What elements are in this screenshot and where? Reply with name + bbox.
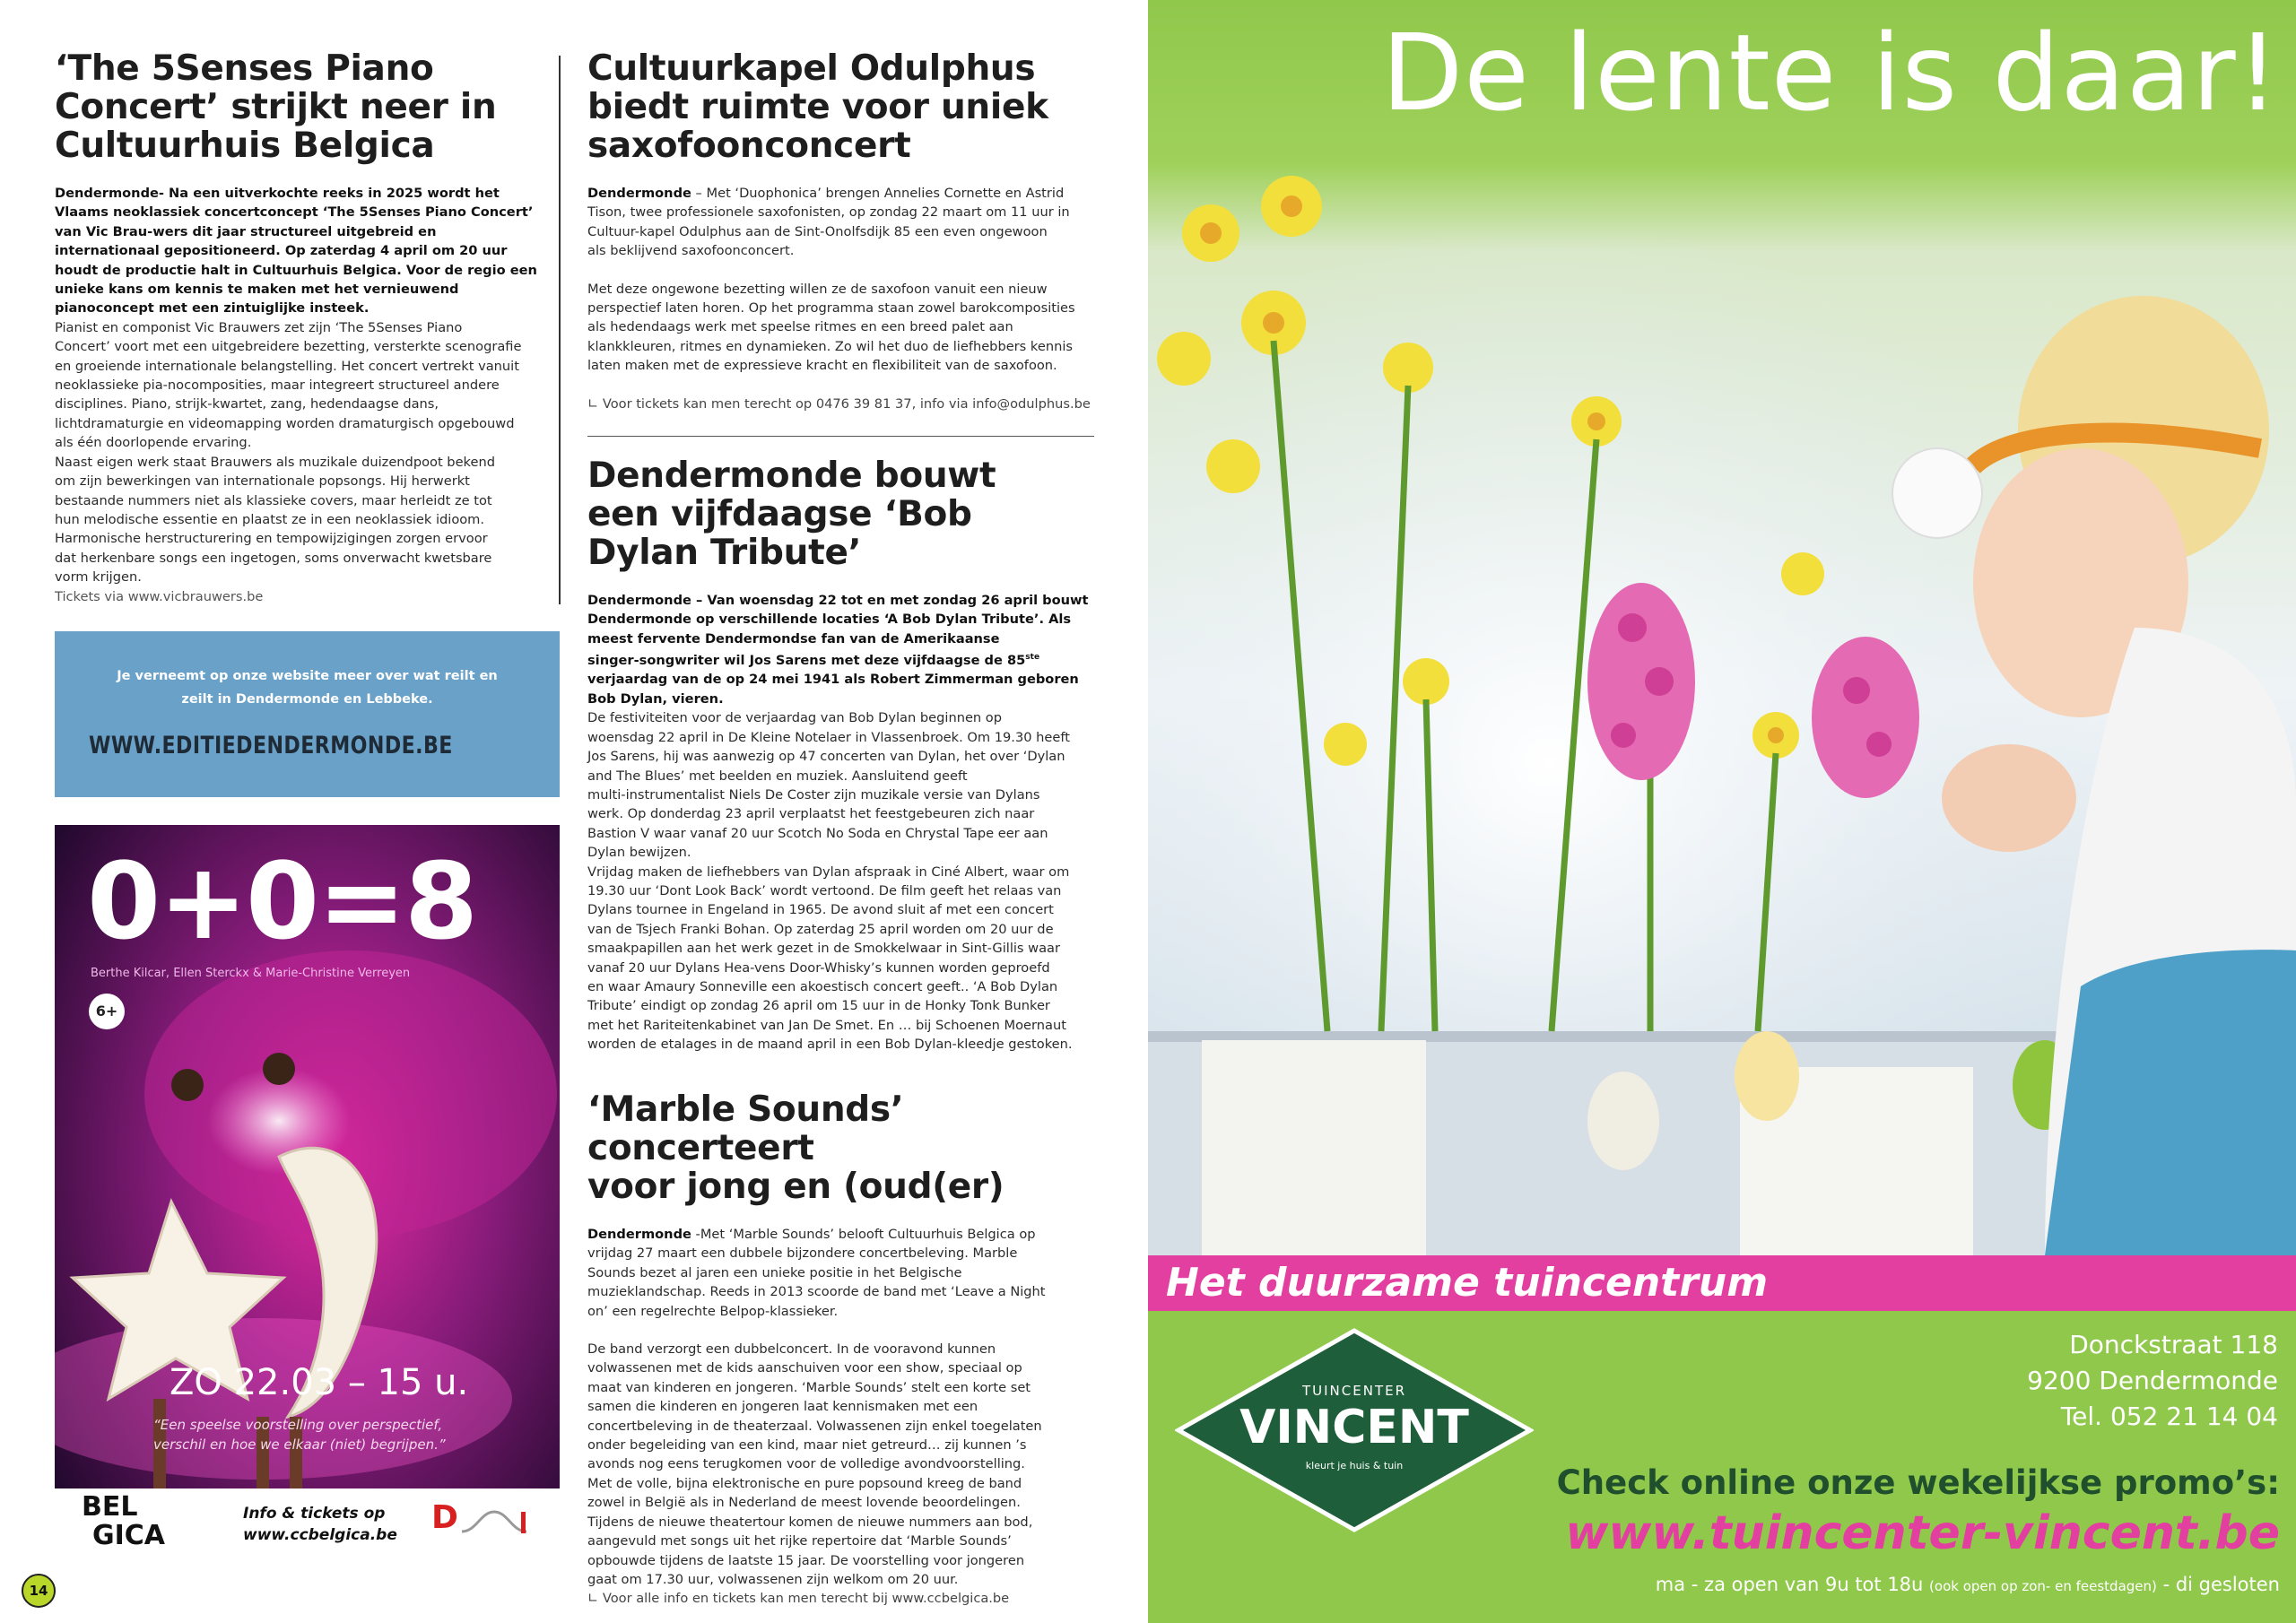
banner-line-2: zeilt in Dendermonde en Lebbeke. <box>181 692 433 707</box>
article-odulphus-title: Cultuurkapel Odulphus biedt ruimte voor uniek saxofoonconcert <box>587 48 1048 166</box>
article-5senses-title: ‘The 5Senses Piano Concert’ strijkt neer in Cultuurhuis Belgica <box>55 48 497 166</box>
ad-headline: De lente is daar! <box>1381 11 2280 135</box>
poster-date: ZO 22.03 – 15 u. <box>170 1362 469 1403</box>
website-banner[interactable] <box>55 631 560 797</box>
tuincenter-advert <box>1148 0 2296 1623</box>
article-odulphus-body: Dendermonde – Met ‘Duophonica’ brengen Annelies Cornette en Astrid Tison, twee professionele saxofonisten, op zondag 22 maart om 11 uur in Cultuur-kapel Odulphus aan de Sint-Onolfsdijk 85 een even ongewoon als beklijvend saxofoonconcert. Met deze ongewone bezetting willen ze de saxofoon vanuit een nieuw perspectief laten horen. Op het programma staan zowel barokcomposities als hedendaags werk met speelse ritmes en een breed palet aan klankkleuren, ritmes en dynamieken. Zo wil het duo de liefhebbers kennis laten maken met de expressieve kracht en flexibiliteit van de saxofoon. ∟ Voor tickets kan men terecht op 0476 39 81 37, info via info@odulphus.be <box>587 184 1126 413</box>
spring-photo <box>1148 0 2296 1255</box>
article-dylan-text: De festiviteiten voor de verjaardag van Bob Dylan beginnen op woensdag 22 april in De Kleine Notelaer in Vlassenbroek. Om 19.30 heeft Jos Sarens, hij was aanwezig op 47 concerten van Dylan, het over ‘Dylan and The Blues’ met beelden en muziek. Aansluitend geeft multi-instrumentalist Niels De Coster zijn muzikale versie van Dylans werk. Op donderdag 23 april verplaatst het feestgebeuren zich naar Bastion V waar vanaf 20 uur Scotch No Soda en Chrystal Tape eer aan Dylan bewijzen. Vrijdag maken de liefhebbers van Dylan afspraak in Ciné Albert, waar om 19.30 uur ‘Dont Look Back’ wordt vertoond. De film geeft het relaas van Dylans tournee in Engeland in 1965. De avond sluit af met een concert van de Tsjech Franki Bohan. Op zaterdag 25 april worden om 20 uur de smaakpapillen aan het werk gezet in de Smokkelwaar in Sint-Gillis waar vanaf 20 uur Dylans Hea-vens Door-Whisky’s kunnen worden geproefd en waar Amaury Sonneville een akoestisch concert geeft.. ‘A Bob Dylan Tribute’ eindigt op zondag 26 april om 15 uur in de Honky Tonk Bunker met het Rariteitenkabinet van Jan De Smet. En … bij Schoenen Moernaut worden de etalages in de maand april in een Bob Dylan-kleedje gestoken. <box>587 710 1073 1053</box>
poster-info: Info & tickets op www.ccbelgica.be <box>243 1505 397 1544</box>
brand-logo-mark <box>458 1505 530 1541</box>
article-5senses-tickets[interactable]: Tickets via www.vicbrauwers.be <box>55 588 264 604</box>
opening-hours: ma - za open van 9u tot 18u (ook open op zon- en feestdagen) - di gesloten <box>1655 1574 2280 1595</box>
article-dylan-title: Dendermonde bouwt een vijfdaagse ‘Bob Dylan Tribute’ <box>587 456 996 573</box>
tagline-bar <box>1148 1255 2296 1311</box>
page-number-badge: 14 <box>22 1574 56 1608</box>
column-divider <box>559 56 561 604</box>
article-odulphus <box>587 49 1126 413</box>
ad-tagline: Het duurzame tuincentrum <box>1166 1260 1769 1306</box>
article-dylan <box>587 456 1126 1055</box>
article-marble-sounds-info[interactable]: ∟ Voor alle info en tickets kan men terecht bij www.ccbelgica.be <box>587 1591 1010 1607</box>
article-marble-sounds-title: ‘Marble Sounds’ concerteert voor jong en (oud(er) <box>587 1089 1004 1207</box>
article-5senses-text: Pianist en componist Vic Brauwers zet zijn ‘The 5Senses Piano Concert’ voort met een uitgebreidere bezetting, versterkte scenografie en groeiende internationale belangstelling. Het concert vertrekt vanuit neoklassieke pia-nocomposities, maar integreert structureel andere disciplines. Piano, strijk-kwartet, zang, hedendaagse dans, lichtdramaturgie en videomapping worden dramaturgisch opgebouwd als één doorlopende ervaring. Naast eigen werk staat Brauwers als muzikale duizendpoot bekend om zijn bewerkingen van internationale popsongs. Hij herwerkt bestaande nummers niet als klassieke covers, maar herleidt ze tot hun melodische essentie en plaatst ze in een neoklassiek idioom. Harmonische herstructurering en tempowijzigingen zorgen ervoor dat herkenbare songs een ingetogen, soms onverwacht kwetsbare vorm krijgen. <box>55 319 522 586</box>
poster-age-badge: 6+ <box>89 994 125 1029</box>
brand-logo: D <box>431 1499 539 1544</box>
logo-name: VINCENT <box>1239 1401 1469 1454</box>
address-city: 9200 Dendermonde <box>2027 1366 2278 1395</box>
theatre-poster <box>55 825 560 1567</box>
article-5senses <box>55 49 557 606</box>
article-dylan-body <box>587 591 1126 1055</box>
article-separator-1 <box>587 436 1094 437</box>
article-5senses-body <box>55 184 557 606</box>
article-marble-sounds <box>587 1090 1135 1608</box>
poster-quote: “Een speelse voorstelling over perspectief, verschil en hoe we elkaar (niet) begrijpen.” <box>153 1417 446 1453</box>
banner-line-1: Je verneemt op onze website meer over wat reilt en <box>117 669 498 683</box>
vincent-logo[interactable] <box>1175 1327 1534 1533</box>
address-block <box>1776 1327 2278 1435</box>
poster-names: Berthe Kilcar, Ellen Sterckx & Marie-Christine Verreyen <box>91 967 411 980</box>
logo-small-text: TUINCENTER <box>1301 1383 1407 1399</box>
logo-sub: kleurt je huis & tuin <box>1305 1460 1404 1471</box>
banner-url[interactable]: WWW.EDITIEDENDERMONDE.BE <box>89 732 453 759</box>
poster-title: 0+0=8 <box>87 839 477 963</box>
belgica-logo: BEL GICA <box>82 1491 166 1551</box>
website-link[interactable]: www.tuincenter-vincent.be <box>1565 1506 2280 1560</box>
article-marble-sounds-body: Dendermonde -Met ‘Marble Sounds’ belooft Cultuurhuis Belgica op vrijdag 27 maart een dubbele bijzondere concertbeleving. Marble Sounds bezet al jaren een unieke positie in het Belgische muzieklandschap. Reeds in 2013 scoorde de band met ‘Leave a Night on’ een regelrechte Belpop-klassieker. De band verzorgt een dubbelconcert. In de vooravond kunnen volwassenen met de kids aanschuiven voor een show, speciaal op maat van kinderen en jongeren. ‘Marble Sounds’ stelt een korte set samen die kinderen en jongeren laat kennismaken met een concertbeleving in de theaterzaal. Volwassenen zijn enkel toegelaten onder begeleiding van een kind, maar niet getreurd… zij kunnen ’s avonds nog eens terugkomen voor de volledige avondvoorstelling. Met de volle, bijna elektronische en pure popsound kreeg de band zowel in België als in Nederland de meest lovende beoordelingen. Tijdens de nieuwe theatertour komen de nieuwe nummers aan bod, aangevuld met songs uit het rijke repertoire dat ‘Marble Sounds’ opbouwde tijdens de laatste 15 jaar. De voorstelling voor jongeren gaat om 17.30 uur, volwassenen zijn welkom om 20 uur. ∟ Voor alle info en tickets kan men terecht bij www.ccbelgica.be <box>587 1225 1135 1608</box>
promo-text: Check online onze wekelijkse promo’s: <box>1556 1463 2280 1502</box>
article-dylan-lead: Dendermonde – Van woensdag 22 tot en met zondag 26 april bouwt Dendermonde op verschillende locaties ‘A Bob Dylan Tribute’. Als meest fervente Dendermondse fan van de Amerikaanse singer-songwriter wil Jos Sarens met deze vijfdaagse de 85ste verjaardag van de op 24 mei 1941 als Robert Zimmerman geboren Bob Dylan, vieren. <box>587 593 1089 707</box>
address-phone[interactable]: Tel. 052 21 14 04 <box>2060 1402 2278 1431</box>
article-5senses-lead: Dendermonde- Na een uitverkochte reeks in 2025 wordt het Vlaams neoklassiek concertconcept ‘The 5Senses Piano Concert’ van Vic Brau-wers dit jaar structureel uitgebreid en internationaal gepositioneerd. Op zaterdag 4 april om 20 uur houdt de productie halt in Cultuurhuis Belgica. Voor de regio een unieke kans om kennis te maken met het vernieuwend pianoconcept met een zintuiglijke insteek. <box>55 186 537 317</box>
article-odulphus-tickets[interactable]: ∟ Voor tickets kan men terecht op 0476 39 81 37, info via info@odulphus.be <box>587 395 1091 412</box>
address-street: Donckstraat 118 <box>2069 1330 2278 1359</box>
